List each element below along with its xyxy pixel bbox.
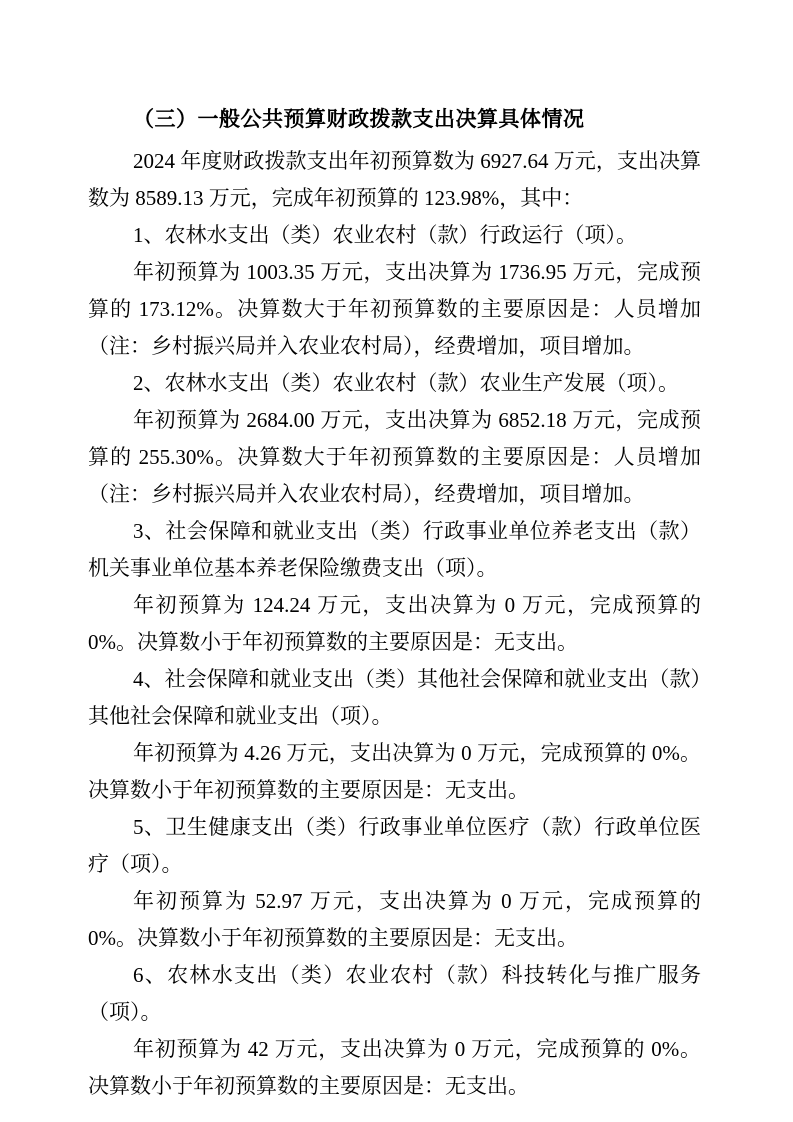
item-1-title: 1、农林水支出（类）农业农村（款）行政运行（项）。 — [133, 223, 637, 247]
item-5-title: 5、卫生健康支出（类）行政事业单位医疗（款）行政单位医疗（项）。 — [88, 815, 701, 876]
item-2-detail: 年初预算为 2684.00 万元，支出决算为 6852.18 万元，完成预算的 255.30%。决算数大于年初预算数的主要原因是：人员增加（注：乡村振兴局并入农业农村局），经费增加，项目增加。 — [88, 408, 701, 506]
section-heading: （三）一般公共预算财政拨款支出决算具体情况 — [133, 108, 585, 131]
item-2-title: 2、农林水支出（类）农业农村（款）农业生产发展（项）。 — [133, 371, 679, 395]
item-4-title: 4、社会保障和就业支出（类）其他社会保障和就业支出（款）其他社会保障和就业支出（项）。 — [88, 667, 701, 728]
item-3-title: 3、社会保障和就业支出（类）行政事业单位养老支出（款）机关事业单位基本养老保险缴费支出（项）。 — [88, 519, 701, 580]
item-6-detail: 年初预算为 42 万元，支出决算为 0 万元，完成预算的 0%。决算数小于年初预算数的主要原因是：无支出。 — [88, 1037, 701, 1098]
item-6-title: 6、农林水支出（类）农业农村（款）科技转化与推广服务（项）。 — [88, 963, 701, 1024]
item-3-detail: 年初预算为 124.24 万元，支出决算为 0 万元，完成预算的 0%。决算数小于年初预算数的主要原因是：无支出。 — [88, 593, 701, 654]
item-1-detail: 年初预算为 1003.35 万元，支出决算为 1736.95 万元，完成预算的 173.12%。决算数大于年初预算数的主要原因是：人员增加（注：乡村振兴局并入农业农村局），经费增加，项目增加。 — [88, 260, 701, 358]
item-4-detail: 年初预算为 4.26 万元，支出决算为 0 万元，完成预算的 0%。决算数小于年初预算数的主要原因是：无支出。 — [88, 741, 701, 802]
document-content — [88, 101, 701, 1105]
item-5-detail: 年初预算为 52.97 万元，支出决算为 0 万元，完成预算的 0%。决算数小于年初预算数的主要原因是：无支出。 — [88, 889, 701, 950]
intro-paragraph: 2024 年度财政拨款支出年初预算数为 6927.64 万元，支出决算数为 8589.13 万元，完成年初预算的 123.98%，其中： — [88, 149, 701, 210]
